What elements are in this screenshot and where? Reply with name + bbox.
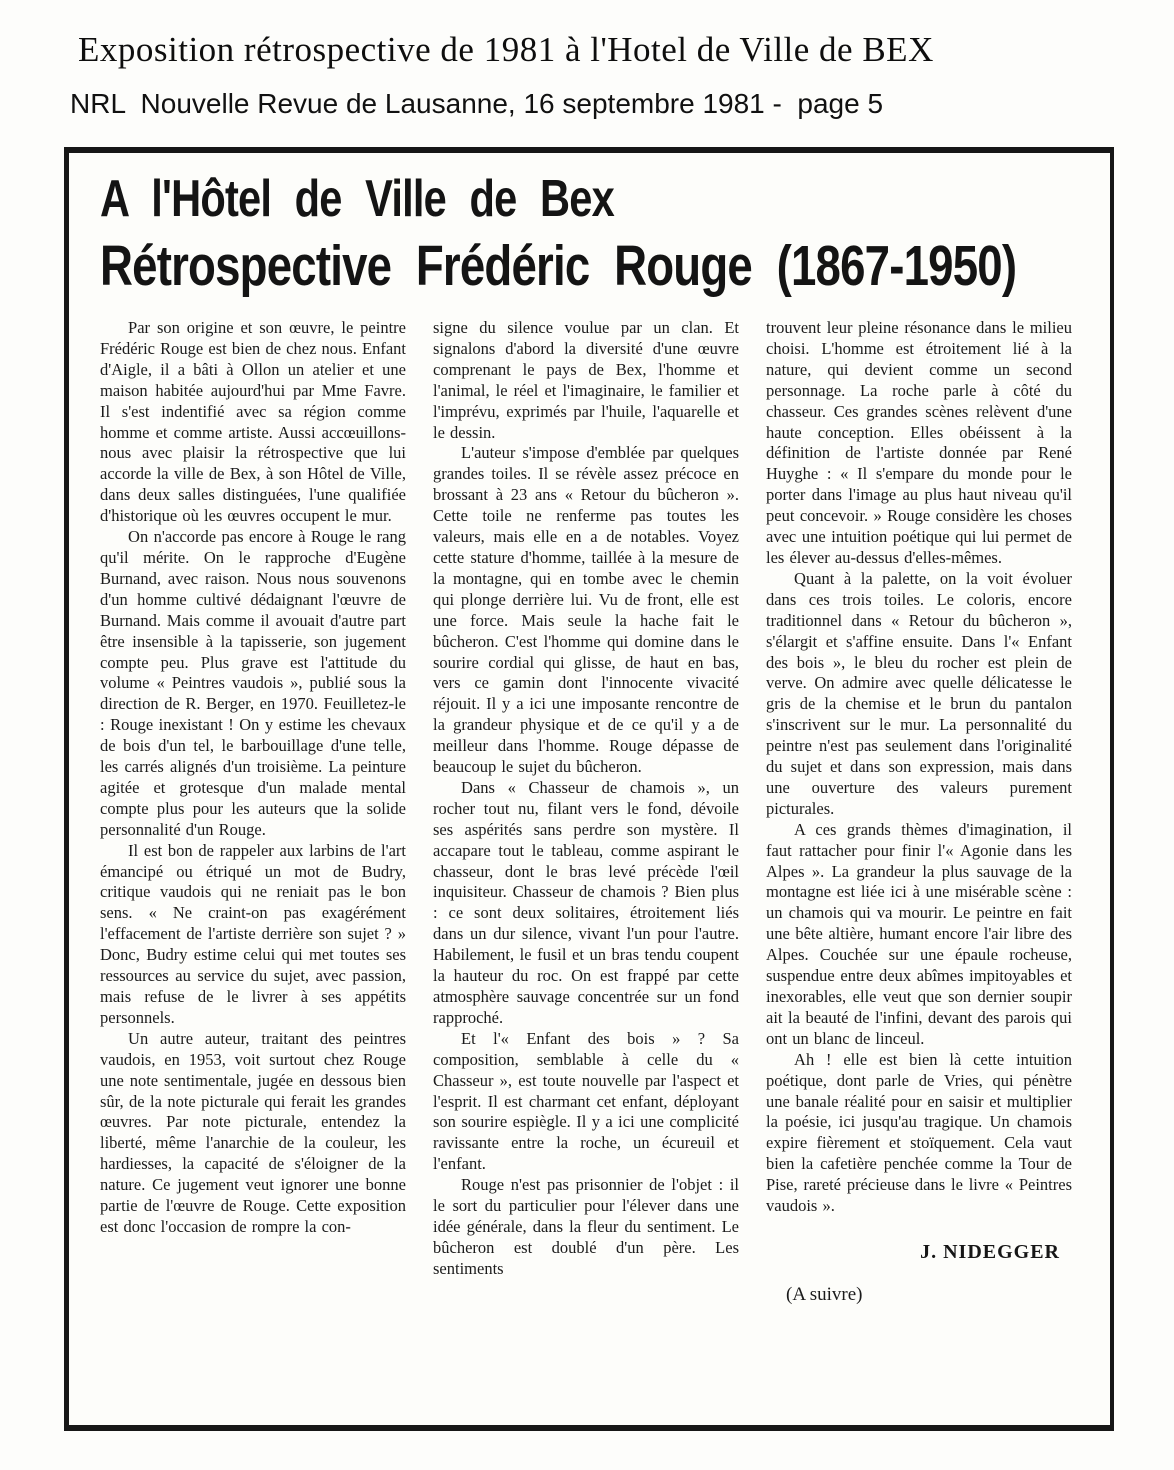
article-column-1 bbox=[100, 318, 406, 1420]
author-signature: J. NIDEGGER bbox=[920, 1240, 1060, 1263]
paragraph: On n'accorde pas encore à Rouge le rang qu'il mérite. On le rapproche d'Eugène Burnand, avec raison. Nous nous souvenons d'un homme cultivé dédaignant l'œuvre de Burnand. Mais comme il avouait d'autre part être insensible à la tapisserie, son jugement compte peu. Plus grave est l'attitude du volume « Peintres vaudois », publié sous la direction de R. Berger, en 1970. Feuilletez-le : Rouge inexistant ! On y estime les chevaux de bois d'un tel, le barbouillage d'une telle, les carrés alignés d'un troisième. La peinture agitée et grotesque d'un malade mental compte plus pour les auteurs que la solide personnalité d'un Rouge. bbox=[100, 527, 406, 839]
paragraph: Par son origine et son œuvre, le peintre Frédéric Rouge est bien de chez nous. Enfant d'Aigle, il a bâti à Ollon un atelier et une maison habitée aujourd'hui par Mme Favre. Il s'est indentifié avec sa région comme homme et comme artiste. Aussi accœuillons-nous avec plaisir la rétrospective que lui accorde la ville de Bex, à son Hôtel de Ville, dans deux salles distinguées, l'une qualifiée d'historique où les œuvres occupent le mur. bbox=[100, 318, 406, 526]
paragraph: Dans « Chasseur de chamois », un rocher tout nu, filant vers le fond, dévoile ses aspérités sans perdre son mystère. Il accapare tout le tableau, comme aspirant le chasseur, dont le bras levé précède l'œil inquisiteur. Chasseur de chamois ? Bien plus : ce sont deux solitaires, étroitement liés dans un dur silence, vivant l'un pour l'autre. Habilement, le fusil et un bras tendu coupent la hauteur du roc. On est frappé par cette atmosphère sauvage concentrée sur un fond rapproché. bbox=[433, 777, 739, 1027]
paragraph: A ces grands thèmes d'imagination, il faut rattacher pour finir l'« Agonie dans les Alpes ». La grandeur la plus sauvage de la montagne est liée ici à une misérable scène : un chamois qui va mourir. Le peintre en fait une bête altière, humant encore l'air libre des Alpes. Couchée sur une épaule rocheuse, suspendue entre deux abîmes impitoyables et inexorables, elle veut que son dernier soupir ait la beauté de l'infini, devant des parois qui ont un blanc de linceul. bbox=[766, 819, 1072, 1048]
paragraph: Rouge n'est pas prisonnier de l'objet : il le sort du particulier pour l'élever dans une idée générale, dans la fleur du sentiment. Le bûcheron est doublé d'un père. Les sentiments bbox=[433, 1175, 739, 1278]
page-title: Exposition rétrospective de 1981 à l'Hotel de Ville de BEX bbox=[78, 30, 934, 69]
headline-kicker bbox=[100, 169, 1100, 229]
source-caption: NRL Nouvelle Revue de Lausanne, 16 septembre 1981 - page 5 bbox=[70, 88, 884, 119]
article-column-2 bbox=[433, 318, 739, 1420]
article-clipping bbox=[64, 147, 1114, 1431]
article-column-3 bbox=[766, 318, 1072, 1420]
headline-main-text: Rétrospective Frédéric Rouge (1867-1950) bbox=[100, 234, 1017, 298]
article-body bbox=[100, 318, 1072, 1420]
paragraph: Il est bon de rappeler aux larbins de l'art émancipé ou étriqué un mot de Budry, critique vaudois qui ne reniait pas le bon sens. « Ne craint-on pas exagérément l'effacement de l'artiste derrière son sujet ? » Donc, Budry estime celui qui met toutes ses ressources au service du sujet, avec passion, mais refuse de le livrer à ses appétits personnels. bbox=[100, 840, 406, 1027]
paragraph: Ah ! elle est bien là cette intuition poétique, dont parle de Vries, qui pénètre une banale réalité pour en saisir et multiplier la poésie, ici jusqu'au tragique. Un chamois expire fièrement et stoïquement. Cela vaut bien la cafetière penchée comme la Tour de Pise, rareté précieuse dans le livre « Peintres vaudois ». bbox=[766, 1049, 1072, 1216]
headline-main bbox=[100, 233, 1100, 299]
paragraph: Un autre auteur, traitant des peintres vaudois, en 1953, voit surtout chez Rouge une note sentimentale, jugée en dessous bien sûr, de la note picturale qui ferait les grandes œuvres. Par note picturale, entendez la liberté, même l'anarchie de la couleur, les hardiesses, la capacité de s'éloigner de la nature. Ce jugement veut ignorer une bonne partie de l'œuvre de Rouge. Cette exposition est donc l'occasion de rompre la con- bbox=[100, 1028, 406, 1236]
paragraph: trouvent leur pleine résonance dans le milieu choisi. L'homme est étroitement lié à la nature, qui devient comme un second personnage. La roche parle à côté du chasseur. Ces grandes scènes relèvent d'une haute conception. Elles obéissent à la définition de l'artiste donnée par René Huyghe : « Il s'empare du monde pour le porter dans l'image au plus haut niveau qu'il peut concevoir. » Rouge considère les choses avec une intuition poétique qui lui permet de les élever au-dessus d'elles-mêmes. bbox=[766, 318, 1072, 567]
continuation-note: (A suivre) bbox=[786, 1283, 863, 1305]
headline-block bbox=[100, 169, 1100, 299]
paragraph: signe du silence voulue par un clan. Et signalons d'abord la diversité d'une œuvre comprenant le pays de Bex, l'homme et l'animal, le réel et l'imaginaire, le familier et l'imprévu, exprimés par l'huile, l'aquarelle et le dessin. bbox=[433, 318, 739, 442]
paragraph: L'auteur s'impose d'emblée par quelques grandes toiles. Il se révèle assez précoce en brossant à 23 ans « Retour du bûcheron ». Cette toile ne renferme pas toutes les valeurs, mais elle en a de notables. Voyez cette stature d'homme, taillée à la mesure de la montagne, qui en tombe avec le chemin qui plonge derrière lui. Vu de front, elle est une force. Mais seule la hache fait le bûcheron. C'est l'homme qui domine dans le sourire cordial qui glisse, de haut en bas, vers ce gamin dont l'innocente vivacité réjouit. Il y a ici une imposante rencontre de la grandeur physique et de ce qu'il y a de meilleur dans l'homme. Rouge dépasse de beaucoup le sujet du bûcheron. bbox=[433, 443, 739, 777]
paragraph: Quant à la palette, on la voit évoluer dans ces trois toiles. Le coloris, encore traditionnel dans « Retour du bûcheron », s'élargit et s'affine ensuite. Dans l'« Enfant des bois », le bleu du rocher est plein de verve. On admire avec quelle délicatesse le gris de la chemise et le brun du pantalon s'inscrivent sur le mur. La personnalité du peintre n'est pas seulement dans l'originalité du sujet et dans son expression, mais dans une ouverture des valeurs purement picturales. bbox=[766, 568, 1072, 818]
paragraph: Et l'« Enfant des bois » ? Sa composition, semblable à celle du « Chasseur », est toute nouvelle par l'aspect et l'esprit. Il est charmant cet enfant, déployant son sourire espiègle. Il y a ici une complicité ravissante entre la roche, un écureuil et l'enfant. bbox=[433, 1028, 739, 1174]
headline-kicker-text: A l'Hôtel de Ville de Bex bbox=[100, 170, 614, 228]
